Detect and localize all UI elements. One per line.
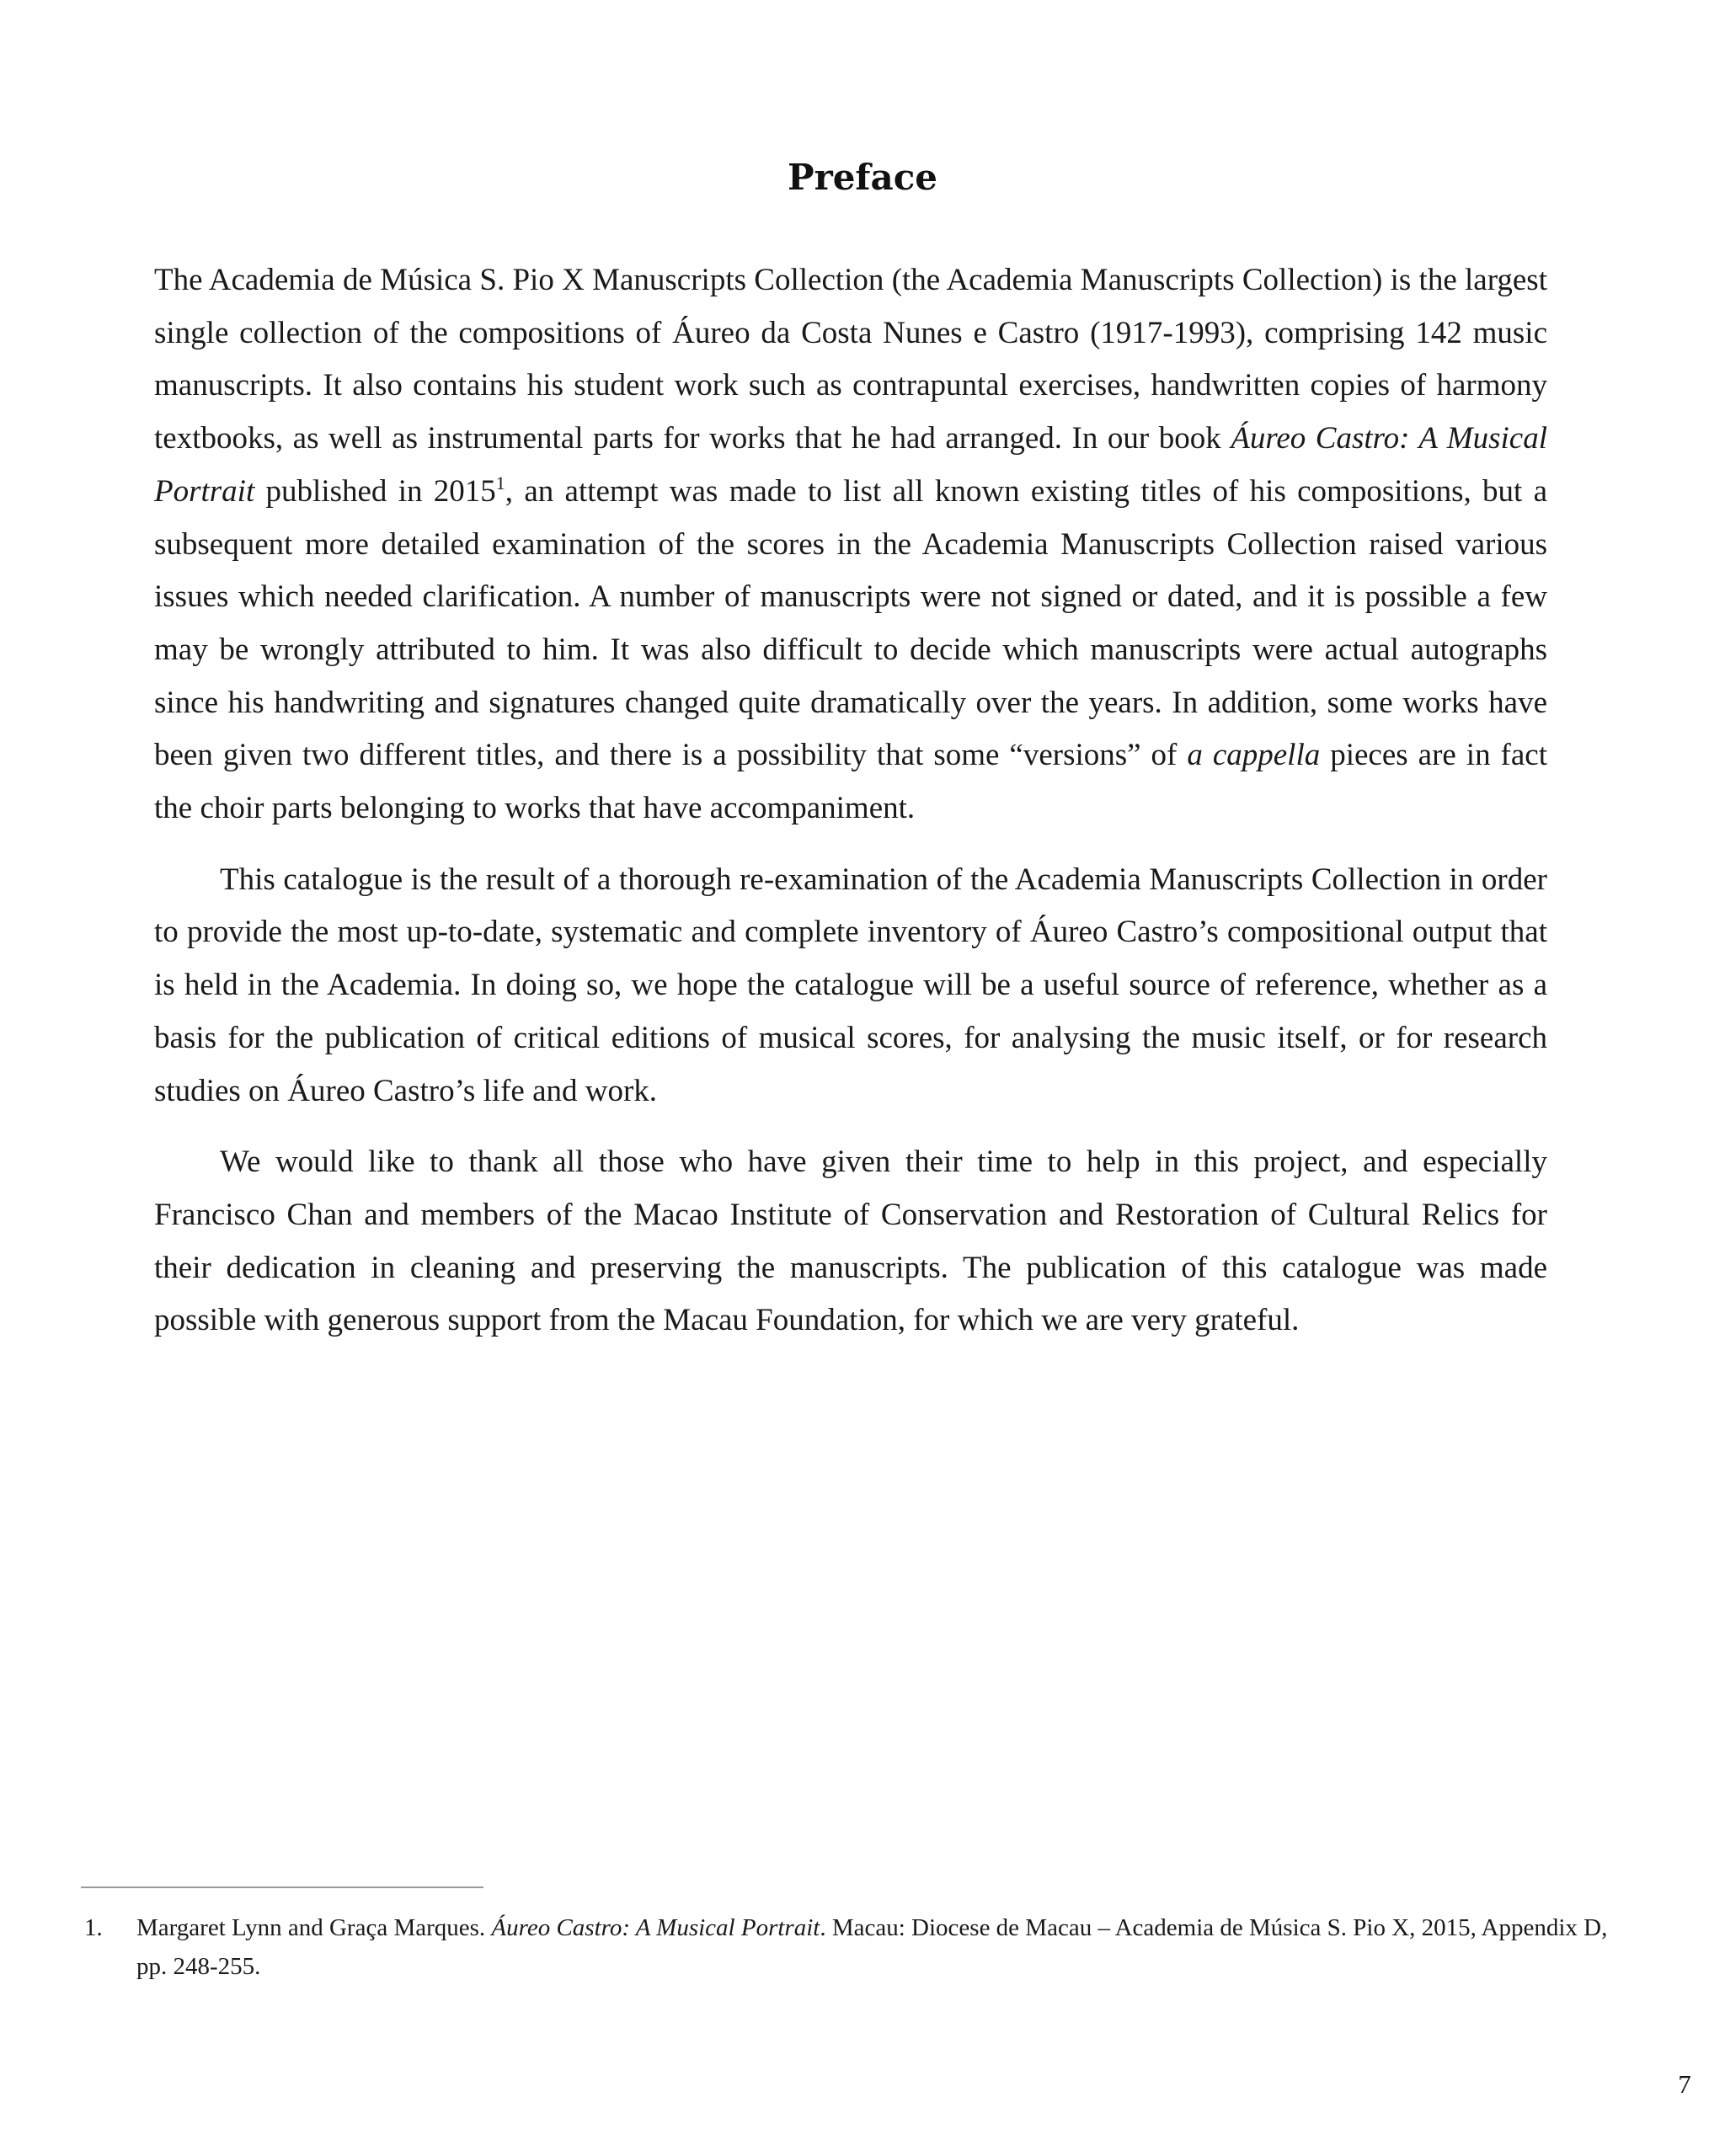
paragraph-1-text-c: , an attempt was made to list all known existing titles of his compositions, but a subsequent more detailed examination of the scores in the Academia Manuscripts Collection raised various issues which needed clarification. A number of manuscripts were not signed or dated, and it is possible a few may be wrongly attributed to him. It was also difficult to decide which manuscripts were actual autographs since his handwriting and signatures changed quite dramatically over the years. In addition, some works have been given two different titles, and there is a possibility that some “versions” of xyxy=(154,473,1547,773)
paragraph-1-text-d: pieces are in fact the choir parts belonging to works that have accompaniment. xyxy=(154,738,1547,826)
book-title-italic: Áureo Castro: A Musical Portrait xyxy=(154,421,1547,509)
paragraph-2: This catalogue is the result of a thorough re-examination of the Academia Manuscripts Collection in order to provide the most up-to-date, systematic and complete inventory of Áureo Castro’s compositional output that is held in the Academia. In doing so, we hope the catalogue will be a useful source of reference, whether as a basis for the publication of critical editions of musical scores, for analysing the music itself, or for research studies on Áureo Castro’s life and work. xyxy=(154,862,1547,1108)
footnote-reference[interactable]: 1 xyxy=(495,472,505,494)
paragraph-3: We would like to thank all those who have given their time to help in this project, and especially Francisco Chan and members of the Macao Institute of Conservation and Restoration of Cultural Relics for their dedication in cleaning and preserving the manuscripts. The publication of this catalogue was made possible with generous support from the Macau Foundation, for which we are very grateful. xyxy=(154,1145,1547,1338)
page-title: Preface xyxy=(787,157,937,199)
paragraph-1-text-a: The Academia de Música S. Pio X Manuscripts Collection (the Academia Manuscripts Collection) is the largest single collection of the compositions of Áureo da Costa Nunes e Castro (1917-1993), comprising 142 music manuscripts. It also contains his student work such as contrapuntal exercises, handwritten copies of harmony textbooks, as well as instrumental parts for works that he had arranged. In our book xyxy=(154,263,1547,456)
footnote-separator xyxy=(81,1886,483,1888)
a-cappella-italic: a cappella xyxy=(1187,738,1321,773)
paragraph-1-text-b: published in 2015 xyxy=(254,473,496,509)
footnote-authors: Margaret Lynn and Graça Marques. xyxy=(136,1914,492,1941)
paragraph-1 xyxy=(154,254,1547,835)
footnote-number: 1. xyxy=(84,1914,103,1941)
footnote-details: . Macau: Diocese de Macau – Academia de Música S. Pio X, 2015, Appendix D, pp. 248-255. xyxy=(136,1914,1608,1980)
preface-body xyxy=(154,254,1547,1366)
footnote-book-title: Áureo Castro: A Musical Portrait xyxy=(491,1914,820,1941)
footnote-text xyxy=(136,1908,1634,1986)
footnote-1 xyxy=(84,1908,1634,1986)
page-number: 7 xyxy=(1678,2069,1691,2099)
